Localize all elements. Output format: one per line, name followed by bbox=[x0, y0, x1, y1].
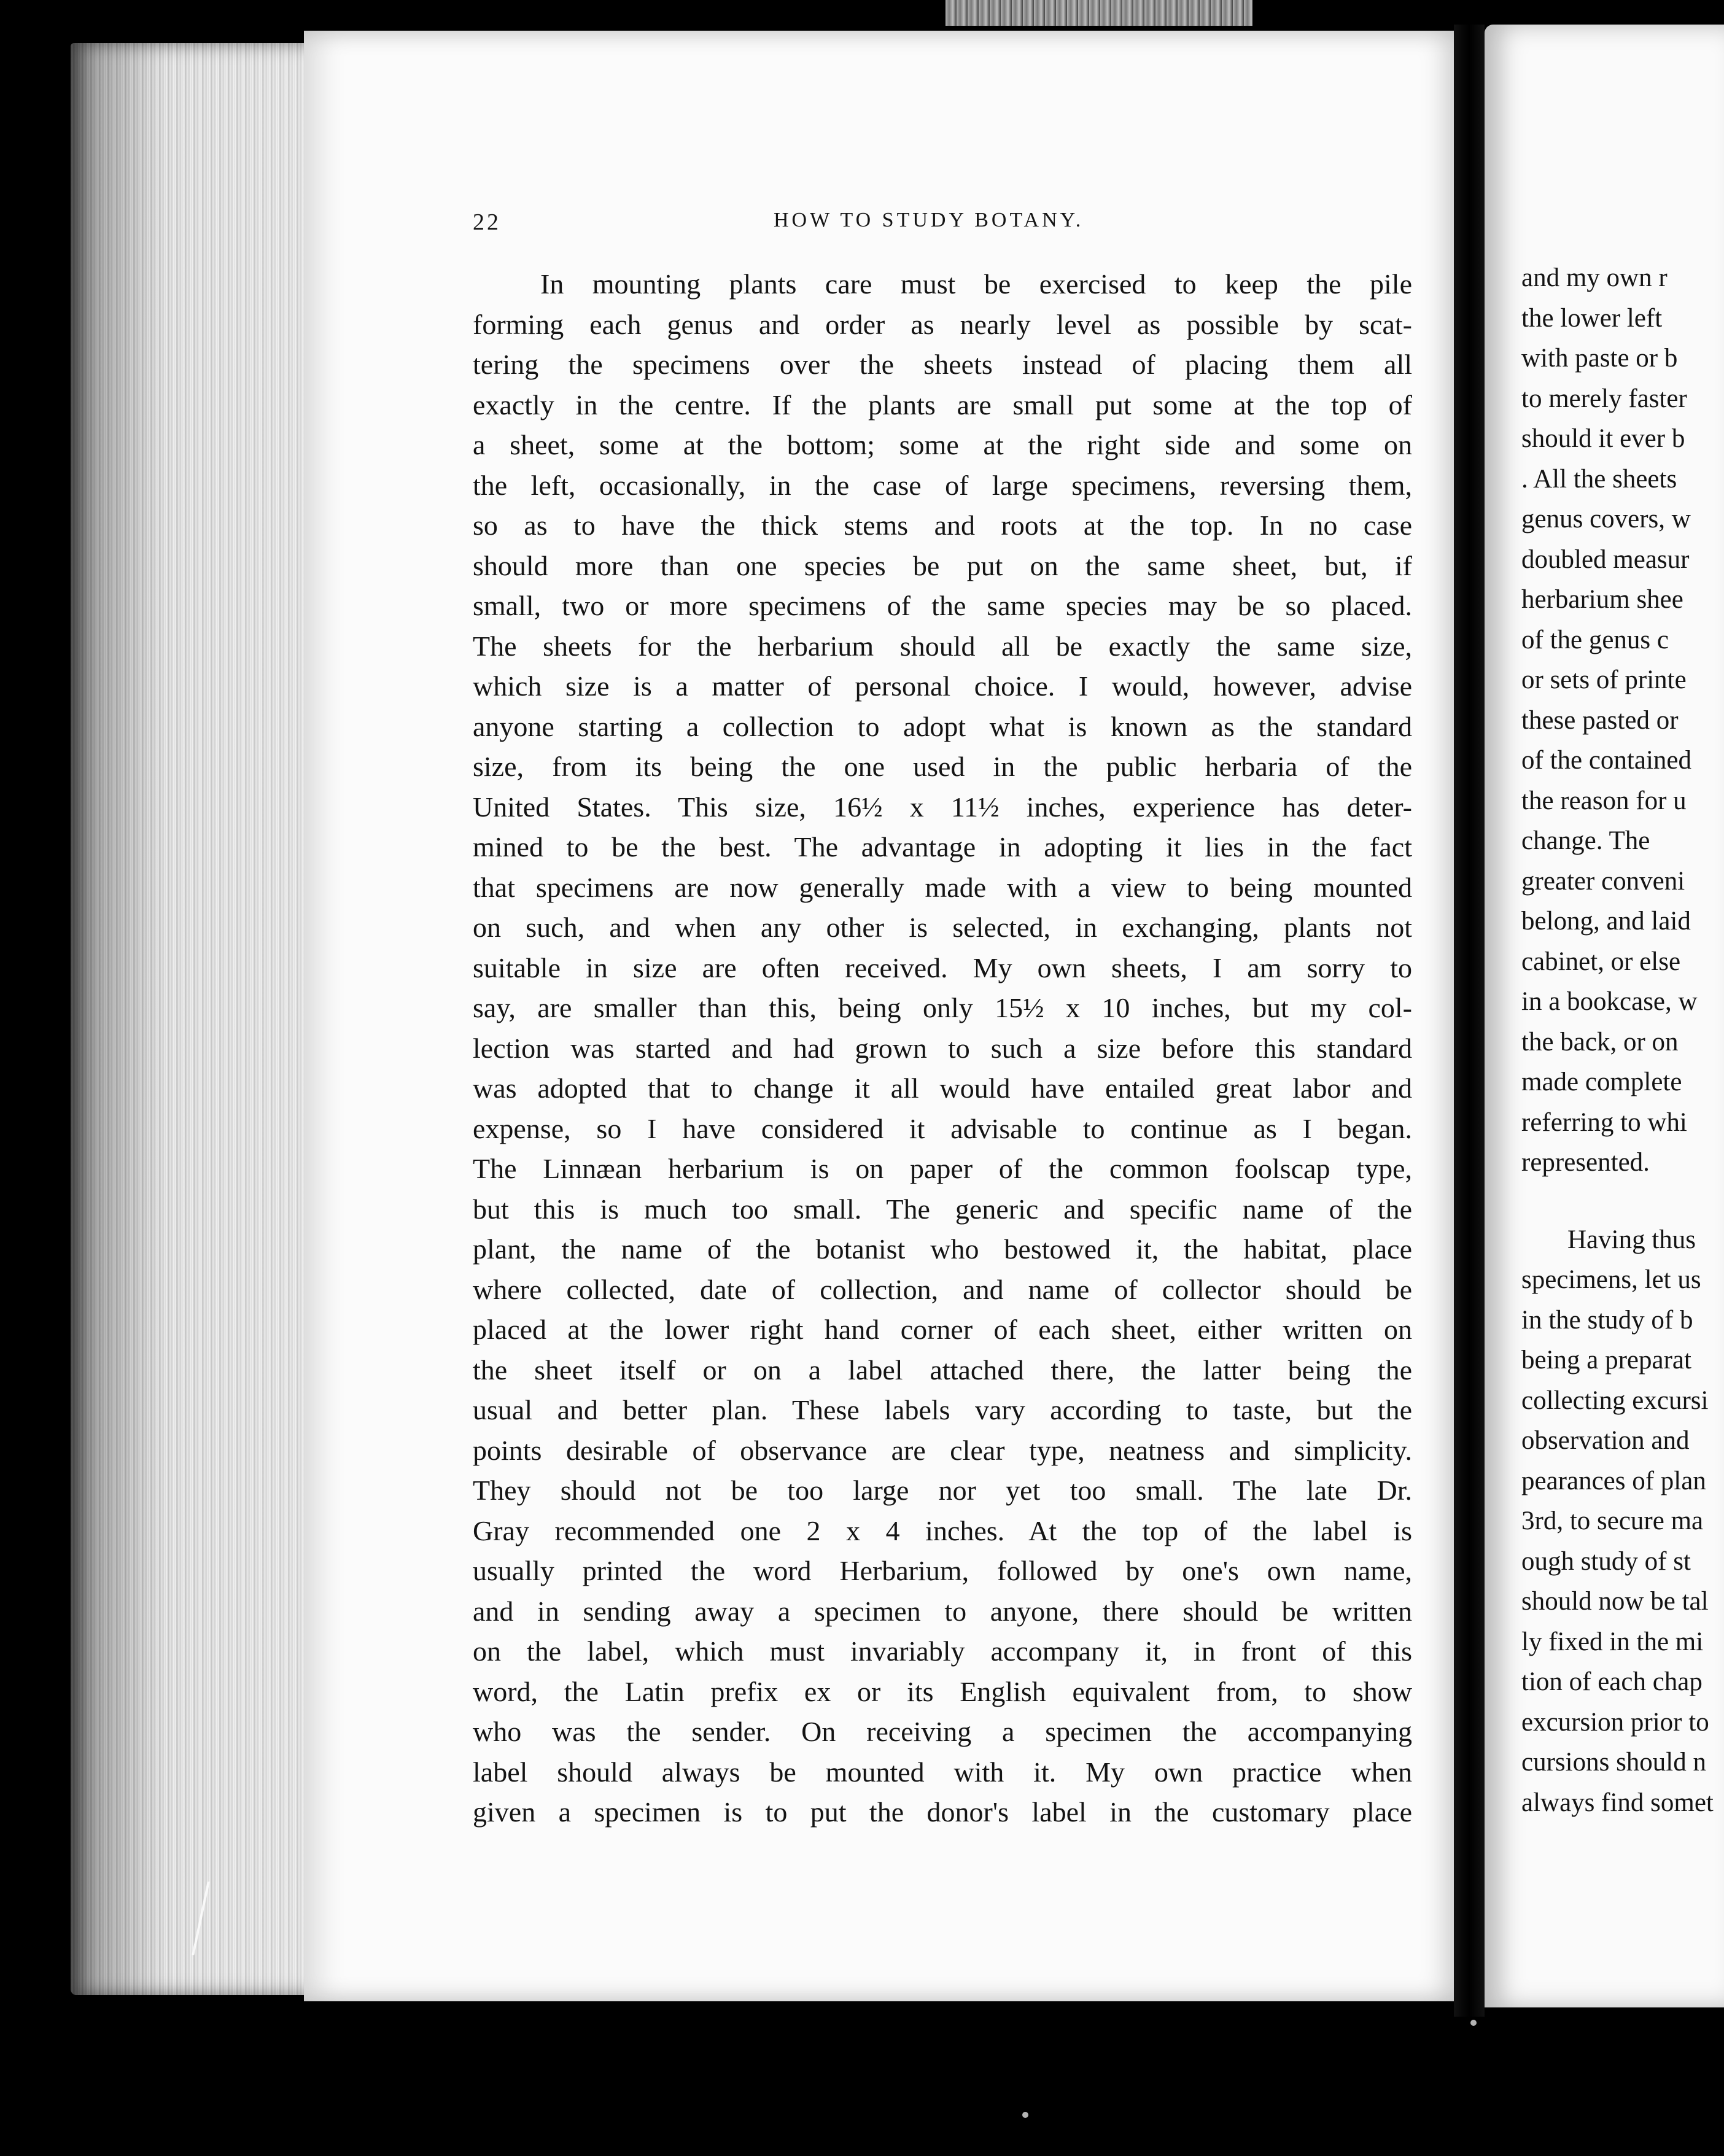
text-line: given a specimen is to put the donor's label in the customary place bbox=[473, 1796, 1412, 1828]
text-line: expense, so I have considered it advisable to continue as I began. bbox=[473, 1112, 1412, 1144]
page-edges bbox=[71, 43, 310, 1995]
text-line: points desirable of observance are clear type, neatness and simplicity. bbox=[473, 1434, 1412, 1466]
text-line: doubled measur bbox=[1521, 545, 1690, 574]
text-line: these pasted or bbox=[1521, 705, 1679, 735]
text-line: but this is much too small. The generic and specific name of the bbox=[473, 1193, 1412, 1225]
text-line: greater conveni bbox=[1521, 866, 1685, 896]
speck bbox=[1022, 2112, 1028, 2118]
text-line: change. The bbox=[1521, 826, 1650, 855]
text-line: ly fixed in the mi bbox=[1521, 1627, 1704, 1656]
text-line: lection was started and had grown to such a size before this standard bbox=[473, 1032, 1412, 1064]
text-line: of the genus c bbox=[1521, 625, 1669, 654]
text-line: Having thus bbox=[1567, 1225, 1696, 1254]
text-line: placed at the lower right hand corner of each sheet, either written on bbox=[473, 1314, 1412, 1345]
text-line: The Linnæan herbarium is on paper of the common foolscap type, bbox=[473, 1153, 1412, 1184]
text-line: should more than one species be put on the same sheet, but, if bbox=[473, 549, 1412, 581]
text-line: in a bookcase, w bbox=[1521, 987, 1698, 1016]
text-line: where collected, date of collection, and name of collector should be bbox=[473, 1273, 1412, 1305]
text-line: The sheets for the herbarium should all be exactly the same size, bbox=[473, 630, 1412, 662]
text-line: being a preparat bbox=[1521, 1346, 1691, 1375]
text-line: They should not be too large nor yet too small. The late Dr. bbox=[473, 1475, 1412, 1506]
text-line: represented. bbox=[1521, 1148, 1650, 1177]
text-line: word, the Latin prefix ex or its English equivalent from, to show bbox=[473, 1675, 1412, 1707]
text-line: to merely faster bbox=[1521, 384, 1687, 413]
book-gutter bbox=[1454, 25, 1485, 2017]
text-line: plant, the name of the botanist who bestowed it, the habitat, place bbox=[473, 1233, 1412, 1265]
right-page-body bbox=[1521, 258, 1724, 1823]
text-line: who was the sender. On receiving a specimen the accompanying bbox=[473, 1716, 1412, 1747]
text-line: In mounting plants care must be exercised to keep the pile bbox=[540, 268, 1412, 300]
text-line: excursion prior to bbox=[1521, 1707, 1709, 1737]
text-line: always find somet bbox=[1521, 1788, 1714, 1817]
text-line: that specimens are now generally made with a view to being mounted bbox=[473, 871, 1412, 903]
text-line: pearances of plan bbox=[1521, 1466, 1706, 1495]
text-line: and in sending away a specimen to anyone, there should be written bbox=[473, 1595, 1412, 1627]
text-line: and my own r bbox=[1521, 263, 1668, 292]
text-line: the left, occasionally, in the case of large specimens, reversing them, bbox=[473, 469, 1412, 501]
text-line: or sets of printe bbox=[1521, 665, 1687, 694]
text-line: in the study of b bbox=[1521, 1305, 1693, 1335]
text-line: tion of each chap bbox=[1521, 1667, 1703, 1696]
text-line: observation and bbox=[1521, 1426, 1690, 1455]
text-line: mined to be the best. The advantage in adopting it lies in the fact bbox=[473, 831, 1412, 863]
text-line: usual and better plan. These labels vary according to taste, but the bbox=[473, 1394, 1412, 1425]
paragraph-gap bbox=[1521, 1183, 1724, 1220]
text-line: . All the sheets bbox=[1521, 464, 1677, 494]
text-line: small, two or more specimens of the same species may be so placed. bbox=[473, 590, 1412, 621]
text-line: the sheet itself or on a label attached there, the latter being the bbox=[473, 1354, 1412, 1386]
text-line: label should always be mounted with it. My own practice when bbox=[473, 1756, 1412, 1788]
text-line: 3rd, to secure ma bbox=[1521, 1506, 1704, 1535]
text-line: say, are smaller than this, being only 15½ x 10 inches, but my col- bbox=[473, 992, 1412, 1023]
text-line: made complete bbox=[1521, 1068, 1682, 1096]
text-line: should now be tal bbox=[1521, 1587, 1709, 1616]
text-line: so as to have the thick stems and roots at the top. In no case bbox=[473, 510, 1412, 541]
text-line: the reason for u bbox=[1521, 786, 1687, 815]
text-line: genus covers, w bbox=[1521, 505, 1691, 533]
text-line: which size is a matter of personal choice. I would, however, advise bbox=[473, 670, 1412, 702]
running-title: HOW TO STUDY BOTANY. bbox=[774, 209, 1084, 231]
text-line: United States. This size, 16½ x 11½ inches, experience has deter- bbox=[473, 791, 1412, 823]
speck bbox=[1470, 2020, 1477, 2026]
text-line: ough study of st bbox=[1521, 1546, 1691, 1576]
text-line: specimens, let us bbox=[1521, 1265, 1701, 1294]
text-line: suitable in size are often received. My own sheets, I am sorry to bbox=[473, 952, 1412, 983]
text-line: on such, and when any other is selected, in exchanging, plants not bbox=[473, 912, 1412, 943]
text-line: should it ever b bbox=[1521, 424, 1685, 453]
text-line: collecting excursi bbox=[1521, 1386, 1709, 1415]
text-line: cabinet, or else bbox=[1521, 947, 1681, 976]
text-line: usually printed the word Herbarium, followed by one's own name, bbox=[473, 1555, 1412, 1586]
text-line: the lower left bbox=[1521, 303, 1663, 333]
text-line: belong, and laid bbox=[1521, 907, 1691, 936]
text-line: cursions should n bbox=[1521, 1748, 1706, 1777]
text-line: anyone starting a collection to adopt what is known as the standard bbox=[473, 710, 1412, 742]
text-line: tering the specimens over the sheets instead of placing them all bbox=[473, 349, 1412, 380]
page-number: 22 bbox=[473, 209, 501, 235]
text-line: of the contained bbox=[1521, 746, 1692, 775]
text-line: herbarium shee bbox=[1521, 585, 1683, 614]
text-line: a sheet, some at the bottom; some at the right side and some on bbox=[473, 429, 1412, 460]
text-line: with paste or b bbox=[1521, 344, 1678, 373]
text-line: the back, or on bbox=[1521, 1027, 1679, 1057]
text-line: referring to whi bbox=[1521, 1107, 1687, 1137]
text-line: forming each genus and order as nearly level as possible by scat- bbox=[473, 308, 1412, 340]
left-page-body bbox=[473, 264, 1412, 1832]
text-line: size, from its being the one used in the public herbaria of the bbox=[473, 751, 1412, 782]
page-header bbox=[473, 209, 1412, 246]
text-line: exactly in the centre. If the plants are small put some at the top of bbox=[473, 389, 1412, 421]
text-line: was adopted that to change it all would have entailed great labor and bbox=[473, 1072, 1412, 1104]
top-strip bbox=[945, 0, 1252, 26]
text-line: Gray recommended one 2 x 4 inches. At the top of the label is bbox=[473, 1514, 1412, 1546]
text-line: on the label, which must invariably accompany it, in front of this bbox=[473, 1635, 1412, 1667]
